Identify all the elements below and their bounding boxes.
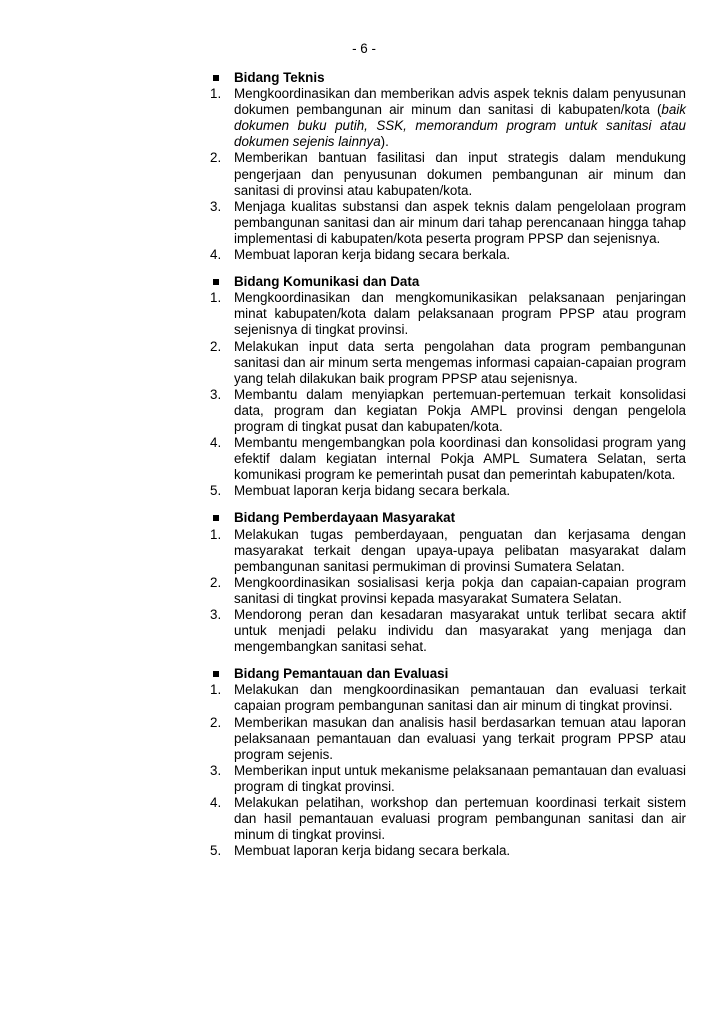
item-text: Melakukan pelatihan, workshop dan pertemuan koordinasi terkait sistem dan hasil pemantauan evaluasi program pembangunan sanitasi dan air minum di tingkat provinsi. bbox=[234, 795, 686, 843]
item-text: Melakukan tugas pemberdayaan, penguatan dan kerjasama dengan masyarakat terkait dengan upaya-upaya pelibatan masyarakat dalam pembangunan sanitasi permukiman di provinsi Sumatera Selatan. bbox=[234, 526, 686, 574]
list-item bbox=[210, 715, 686, 763]
section-title: Bidang Pemberdayaan Masyarakat bbox=[234, 510, 456, 526]
list-item bbox=[210, 387, 686, 435]
item-list bbox=[210, 682, 686, 859]
item-number: 1. bbox=[210, 526, 222, 542]
item-number: 1. bbox=[210, 290, 222, 306]
item-number: 4. bbox=[210, 795, 222, 811]
item-text: Mengkoordinasikan dan memberikan advis aspek teknis dalam penyusunan dokumen pembangunan air minum dan sanitasi di kabupaten/kota ( bbox=[234, 86, 686, 118]
item-number: 3. bbox=[210, 386, 222, 402]
list-item bbox=[210, 795, 686, 843]
section-bidang-pemantauan-evaluasi bbox=[210, 666, 686, 859]
square-bullet-icon bbox=[213, 671, 219, 677]
item-number: 2. bbox=[210, 574, 222, 590]
item-number: 2. bbox=[210, 338, 222, 354]
item-text: Membantu dalam menyiapkan pertemuan-pertemuan terkait konsolidasi data, program dan kegiatan Pokja AMPL provinsi dengan pengelola program di tingkat pusat dan kabupaten/kota. bbox=[234, 386, 686, 434]
item-number: 4. bbox=[210, 435, 222, 451]
list-item bbox=[210, 199, 686, 247]
list-item bbox=[210, 290, 686, 338]
item-text: Memberikan input untuk mekanisme pelaksanaan pemantauan dan evaluasi program di tingkat provinsi. bbox=[234, 762, 686, 794]
square-bullet-icon bbox=[213, 75, 219, 81]
section-heading bbox=[210, 274, 686, 290]
item-number: 1. bbox=[210, 86, 222, 102]
square-bullet-icon bbox=[213, 279, 219, 285]
page-number: - 6 - bbox=[352, 41, 376, 56]
item-number: 4. bbox=[210, 247, 222, 263]
item-number: 3. bbox=[210, 198, 222, 214]
item-text: Mengkoordinasikan sosialisasi kerja pokja dan capaian-capaian program sanitasi di tingkat provinsi kepada masyarakat Sumatera Selatan. bbox=[234, 574, 686, 606]
section-bidang-komunikasi-data bbox=[210, 274, 686, 499]
item-text-tail: ). bbox=[380, 134, 389, 150]
list-item bbox=[210, 150, 686, 198]
list-item bbox=[210, 575, 686, 607]
section-heading bbox=[210, 666, 686, 682]
item-text: Melakukan dan mengkoordinasikan pemantauan dan evaluasi terkait capaian program pembangunan sanitasi dan air minum di tingkat provinsi. bbox=[234, 682, 686, 714]
section-bidang-teknis bbox=[210, 70, 686, 263]
item-text: Membuat laporan kerja bidang secara berkala. bbox=[234, 843, 511, 859]
item-text: Mengkoordinasikan dan mengkomunikasikan pelaksanaan penjaringan minat kabupaten/kota dalam pelaksanaan program PPSP atau program sejenisnya di tingkat provinsi. bbox=[234, 290, 686, 338]
section-heading bbox=[210, 510, 686, 526]
item-list bbox=[210, 86, 686, 263]
square-bullet-icon bbox=[213, 515, 219, 521]
list-item bbox=[210, 339, 686, 387]
section-title: Bidang Pemantauan dan Evaluasi bbox=[234, 666, 449, 682]
item-text: Melakukan input data serta pengolahan data program pembangunan sanitasi dan air minum serta mengemas informasi capaian-capaian program yang telah dilakukan baik program PPSP atau sejenisnya. bbox=[234, 338, 686, 386]
section-title: Bidang Teknis bbox=[234, 70, 325, 85]
item-number: 3. bbox=[210, 607, 222, 622]
item-text: Membuat laporan kerja bidang secara berkala. bbox=[234, 247, 511, 263]
item-number: 1. bbox=[210, 682, 222, 698]
list-item bbox=[210, 607, 686, 655]
item-text: Memberikan bantuan fasilitasi dan input strategis dalam mendukung pengerjaan dan penyusunan dokumen pembangunan air minum dan sanitasi di provinsi atau kabupaten/kota. bbox=[234, 150, 686, 198]
item-number: 5. bbox=[210, 483, 222, 499]
item-number: 3. bbox=[210, 762, 222, 778]
section-title: Bidang Komunikasi dan Data bbox=[234, 274, 420, 290]
item-number: 2. bbox=[210, 150, 222, 166]
list-item bbox=[210, 247, 686, 263]
item-text-italic: baik dokumen buku putih, SSK, memorandum program untuk sanitasi atau dokumen sejenis lainnya bbox=[234, 102, 686, 150]
list-item bbox=[210, 843, 686, 859]
section-bidang-pemberdayaan-masyarakat bbox=[210, 510, 686, 655]
item-text: Memberikan masukan dan analisis hasil berdasarkan temuan atau laporan pelaksanaan pemantauan dan evaluasi yang terkait program PPSP atau program sejenis. bbox=[234, 714, 686, 762]
document-body bbox=[210, 70, 686, 870]
list-item bbox=[210, 682, 686, 714]
item-list bbox=[210, 527, 686, 656]
list-item bbox=[210, 435, 686, 483]
item-number: 2. bbox=[210, 714, 222, 730]
section-heading bbox=[210, 70, 686, 86]
list-item bbox=[210, 483, 686, 499]
item-list bbox=[210, 290, 686, 499]
list-item bbox=[210, 527, 686, 575]
item-text: Membantu mengembangkan pola koordinasi dan konsolidasi program yang efektif dalam kegiatan internal Pokja AMPL Sumatera Selatan, serta komunikasi program ke pemerintah pusat dan pemerintah kabupaten/kota. bbox=[234, 435, 686, 483]
list-item bbox=[210, 86, 686, 150]
item-number: 5. bbox=[210, 843, 222, 859]
list-item bbox=[210, 763, 686, 795]
item-text: Menjaga kualitas substansi dan aspek teknis dalam pengelolaan program pembangunan sanitasi dan air minum dari tahap perencanaan hingga tahap implementasi di kabupaten/kota peserta program PPSP dan sejenisnya. bbox=[234, 198, 686, 246]
item-text: Membuat laporan kerja bidang secara berkala. bbox=[234, 483, 511, 499]
item-text: Mendorong peran dan kesadaran masyarakat untuk terlibat secara aktif untuk menjadi pelaku individu dan masyarakat yang menjaga dan mengembangkan sanitasi sehat. bbox=[234, 607, 686, 655]
